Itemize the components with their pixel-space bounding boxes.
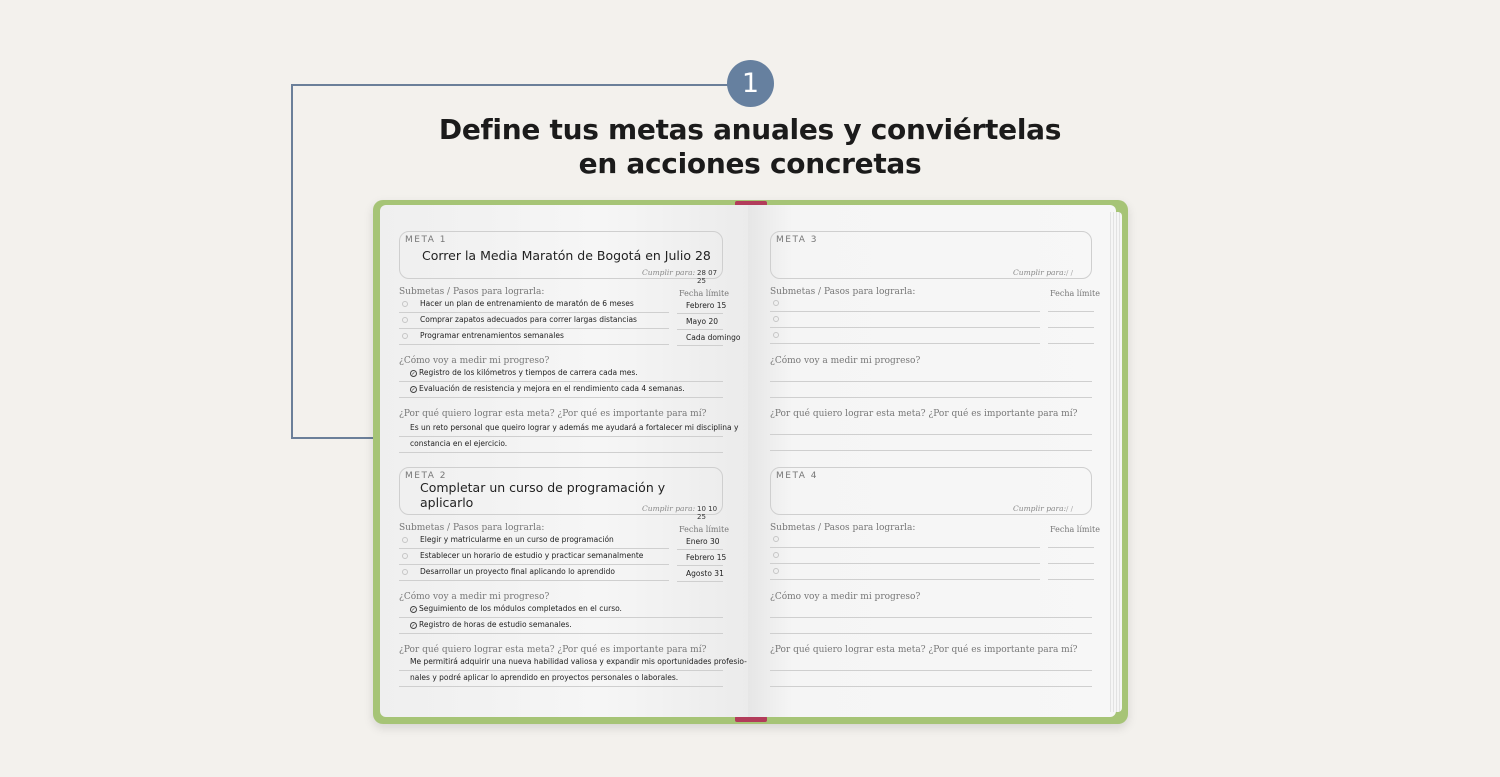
step-row xyxy=(399,299,669,313)
step-text: Comprar zapatos adecuados para correr largas distancias xyxy=(420,315,637,324)
meta-label: META 3 xyxy=(776,235,818,245)
progress-line xyxy=(399,603,723,618)
deadline-text: Agosto 31 xyxy=(686,569,724,578)
submetas-label: Submetas / Pasos para lograrla: xyxy=(770,523,916,533)
headline-line-2: en acciones concretas xyxy=(578,147,922,180)
deadline-text: Mayo 20 xyxy=(686,317,719,326)
step-number-badge: 1 xyxy=(727,60,774,107)
step-text: Elegir y matricularme en un curso de programación xyxy=(420,535,614,544)
deadline-cell xyxy=(677,316,723,330)
deadline-cell xyxy=(677,332,741,346)
meta-label: META 4 xyxy=(776,471,818,481)
deadline-cell-empty xyxy=(1048,566,1094,580)
step-row-empty xyxy=(770,330,1040,344)
cumplir-date: 10 10 25 xyxy=(697,505,718,521)
meta-4-title-box xyxy=(770,467,1092,515)
porque-label: ¿Por qué quiero lograr esta meta? ¿Por qué es importante para mí? xyxy=(399,645,707,655)
progress-text: Evaluación de resistencia y mejora en el rendimiento cada 4 semanas. xyxy=(419,384,685,393)
why-text: Es un reto personal que queiro lograr y además me ayudará a fortalecer mi disciplina y xyxy=(410,423,739,432)
deadline-text: Cada domingo xyxy=(686,333,741,342)
step-row xyxy=(399,551,669,565)
circle-icon xyxy=(773,300,779,306)
medir-label: ¿Cómo voy a medir mi progreso? xyxy=(770,592,921,602)
deadline-cell xyxy=(677,568,723,582)
circle-icon xyxy=(773,552,779,558)
fecha-limite-label: Fecha límite xyxy=(679,289,730,298)
fecha-limite-label: Fecha límite xyxy=(679,525,730,534)
step-row xyxy=(399,315,669,329)
meta-1-title-box xyxy=(399,231,723,285)
step-row-empty xyxy=(770,298,1040,312)
fecha-limite-label: Fecha límite xyxy=(1050,525,1101,534)
step-text: Desarrollar un proyecto final aplicando lo aprendido xyxy=(420,567,615,576)
circle-icon xyxy=(402,301,408,307)
submetas-label: Submetas / Pasos para lograrla: xyxy=(399,287,545,297)
meta-label: META 2 xyxy=(405,471,447,481)
cumplir-date-empty: / / xyxy=(1066,505,1073,513)
progress-line-empty xyxy=(770,619,1092,634)
fecha-limite-label: Fecha límite xyxy=(1050,289,1101,298)
step-row-empty xyxy=(770,566,1040,580)
connector-line-end xyxy=(291,437,377,439)
step-row xyxy=(399,331,669,345)
why-line xyxy=(399,672,723,687)
progress-text: Seguimiento de los módulos completados en el curso. xyxy=(419,604,622,613)
headline xyxy=(350,113,1150,181)
why-line-empty xyxy=(770,672,1092,687)
why-text: nales y podré aplicar lo aprendido en proyectos personales o laborales. xyxy=(410,673,679,682)
why-line xyxy=(399,438,723,453)
progress-line-empty xyxy=(770,367,1092,382)
step-text: Hacer un plan de entrenamiento de maratón de 6 meses xyxy=(420,299,634,308)
porque-label: ¿Por qué quiero lograr esta meta? ¿Por qué es importante para mí? xyxy=(399,409,707,419)
step-row-empty xyxy=(770,534,1040,548)
deadline-cell-empty xyxy=(1048,550,1094,564)
progress-line xyxy=(399,367,723,382)
step-row-empty xyxy=(770,550,1040,564)
progress-line-empty xyxy=(770,603,1092,618)
meta-2-title-box xyxy=(399,467,723,521)
deadline-cell xyxy=(677,552,727,566)
deadline-cell-empty xyxy=(1048,330,1094,344)
medir-label: ¿Cómo voy a medir mi progreso? xyxy=(770,356,921,366)
check-icon: ✓ xyxy=(411,623,416,629)
why-text: Me permitirá adquirir una nueva habilidad valiosa y expandir mis oportunidades profesio- xyxy=(410,657,747,666)
why-line-empty xyxy=(770,420,1092,435)
why-line xyxy=(399,656,747,671)
meta-3-title-box xyxy=(770,231,1092,279)
cumplir-label: Cumplir para: xyxy=(642,268,696,277)
deadline-cell xyxy=(677,536,723,550)
step-text: Programar entrenamientos semanales xyxy=(420,331,564,340)
deadline-text: Febrero 15 xyxy=(686,553,727,562)
deadline-cell xyxy=(677,300,727,314)
deadline-cell-empty xyxy=(1048,298,1094,312)
cumplir-label: Cumplir para: xyxy=(1013,268,1067,277)
progress-line-empty xyxy=(770,383,1092,398)
check-icon: ✓ xyxy=(411,387,416,393)
cumplir-date: 28 07 25 xyxy=(697,269,718,285)
headline-line-1: Define tus metas anuales y conviértelas xyxy=(438,113,1062,146)
circle-icon xyxy=(402,317,408,323)
deadline-text: Enero 30 xyxy=(686,537,720,546)
circle-icon xyxy=(773,332,779,338)
porque-label: ¿Por qué quiero lograr esta meta? ¿Por qué es importante para mí? xyxy=(770,409,1078,419)
deadline-cell-empty xyxy=(1048,314,1094,328)
circle-icon xyxy=(773,316,779,322)
progress-text: Registro de horas de estudio semanales. xyxy=(419,620,572,629)
progress-line xyxy=(399,383,723,398)
circle-icon xyxy=(773,568,779,574)
circle-icon xyxy=(402,569,408,575)
circle-icon xyxy=(402,333,408,339)
why-text: constancia en el ejercicio. xyxy=(410,439,508,448)
check-icon: ✓ xyxy=(411,607,416,613)
page-edges xyxy=(1110,212,1122,712)
progress-text: Registro de los kilómetros y tiempos de carrera cada mes. xyxy=(419,368,638,377)
step-row xyxy=(399,567,669,581)
medir-label: ¿Cómo voy a medir mi progreso? xyxy=(399,592,550,602)
meta-title: Correr la Media Maratón de Bogotá en Julio 28 xyxy=(422,248,711,263)
notebook-left-page xyxy=(380,205,748,717)
why-line-empty xyxy=(770,656,1092,671)
notebook-right-page xyxy=(748,205,1116,717)
circle-icon xyxy=(402,537,408,543)
step-text: Establecer un horario de estudio y practicar semanalmente xyxy=(420,551,644,560)
deadline-text: Febrero 15 xyxy=(686,301,727,310)
check-icon: ✓ xyxy=(411,371,416,377)
circle-icon xyxy=(773,536,779,542)
cumplir-date-empty: / / xyxy=(1066,269,1073,277)
cumplir-label: Cumplir para: xyxy=(642,504,696,513)
submetas-label: Submetas / Pasos para lograrla: xyxy=(770,287,916,297)
cumplir-label: Cumplir para: xyxy=(1013,504,1067,513)
medir-label: ¿Cómo voy a medir mi progreso? xyxy=(399,356,550,366)
circle-icon xyxy=(402,553,408,559)
step-row xyxy=(399,535,669,549)
meta-title: Completar un curso de programación y aplicarlo xyxy=(420,480,666,510)
step-row-empty xyxy=(770,314,1040,328)
submetas-label: Submetas / Pasos para lograrla: xyxy=(399,523,545,533)
deadline-cell-empty xyxy=(1048,534,1094,548)
meta-label: META 1 xyxy=(405,235,447,245)
porque-label: ¿Por qué quiero lograr esta meta? ¿Por qué es importante para mí? xyxy=(770,645,1078,655)
progress-line xyxy=(399,619,723,634)
why-line xyxy=(399,422,739,437)
why-line-empty xyxy=(770,436,1092,451)
